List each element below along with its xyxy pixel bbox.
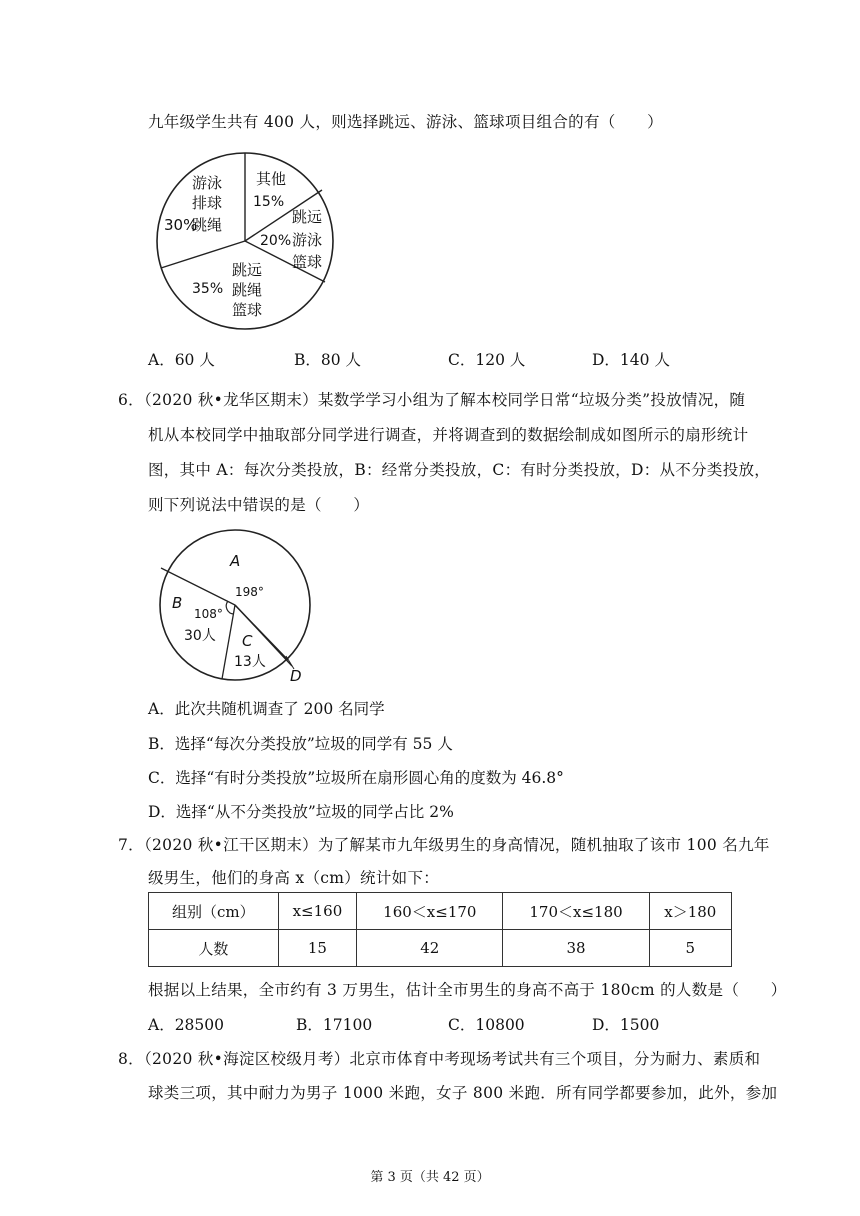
q7-option-a[interactable]: A．28500: [148, 1016, 225, 1034]
q5-slice4-line2: 跳绳: [232, 281, 263, 299]
q7-stem-line-2: 级男生，他们的身高 x（cm）统计如下：: [148, 869, 440, 887]
q7-question: 根据以上结果，全市约有 3 万男生，估计全市男生的身高不高于 180cm 的人数是（ ）: [148, 981, 787, 999]
q6-count-b: 30人: [184, 628, 216, 644]
q5-slice1-line3: 跳绳: [192, 216, 223, 234]
table-cell: 15: [278, 930, 357, 967]
q5-slice2-line1: 其他: [256, 170, 287, 188]
q6-count-c: 13人: [234, 654, 266, 670]
q5-slice4-line3: 篮球: [232, 301, 263, 319]
q7-option-c[interactable]: C．10800: [448, 1016, 525, 1034]
q5-slice4-pct: 35%: [192, 281, 224, 297]
q5-stem: 九年级学生共有 400 人，则选择跳远、游泳、篮球项目组合的有（ ）: [148, 113, 663, 131]
q6-pie-chart: [150, 528, 330, 686]
q6-label-d: D: [290, 667, 302, 685]
q5-slice3-line3: 篮球: [292, 253, 323, 271]
q5-option-a[interactable]: A．60 人: [148, 351, 215, 369]
q6-label-c: C: [242, 632, 253, 650]
table-header-cell: x＞180: [649, 893, 731, 930]
table-header-cell: 160＜x≤170: [357, 893, 503, 930]
q7-option-b[interactable]: B．17100: [296, 1016, 373, 1034]
q8-stem-line-2: 球类三项，其中耐力为男子 1000 米跑，女子 800 米跑．所有同学都要参加，此外，参加: [148, 1084, 778, 1102]
q6-option-a[interactable]: A．此次共随机调查了 200 名同学: [148, 700, 385, 718]
q5-slice3-line2: 游泳: [292, 231, 323, 249]
q6-label-b: B: [172, 594, 183, 612]
table-header-cell: 170＜x≤180: [503, 893, 649, 930]
q5-option-c[interactable]: C．120 人: [448, 351, 526, 369]
q6-option-d[interactable]: D．选择“从不分类投放”垃圾的同学占比 2%: [148, 803, 454, 821]
q5-slice1-line1: 游泳: [192, 174, 223, 192]
q8-stem-line-1: 8．（2020 秋•海淀区校级月考）北京市体育中考现场考试共有三个项目，分为耐力、素质和: [118, 1050, 761, 1068]
page-footer: 第 3 页（共 42 页）: [370, 1170, 490, 1185]
q5-pie-chart: [150, 148, 350, 334]
q6-angle-a: 198°: [235, 585, 264, 599]
q6-option-c[interactable]: C．选择“有时分类投放”垃圾所在扇形圆心角的度数为 46.8°: [148, 769, 564, 787]
q5-slice1-line2: 排球: [192, 194, 223, 212]
table-cell: 5: [649, 930, 731, 967]
table-cell: 38: [503, 930, 649, 967]
table-row: [149, 930, 732, 967]
q7-stem-line-1: 7．（2020 秋•江干区期末）为了解某市九年级男生的身高情况，随机抽取了该市 100 名九年: [118, 836, 770, 854]
q7-option-d[interactable]: D．1500: [592, 1016, 660, 1034]
table-header-cell: x≤160: [278, 893, 357, 930]
table-header-row: [149, 893, 732, 930]
q5-slice4-line1: 跳远: [232, 261, 263, 279]
q6-option-b[interactable]: B．选择“每次分类投放”垃圾的同学有 55 人: [148, 735, 453, 753]
q5-option-d[interactable]: D．140 人: [592, 351, 670, 369]
q6-stem-line-4: 则下列说法中错误的是（ ）: [148, 496, 370, 514]
q5-option-b[interactable]: B．80 人: [294, 351, 362, 369]
table-cell: 42: [357, 930, 503, 967]
table-header-cell: 组别（cm）: [149, 893, 279, 930]
q5-slice2-pct: 15%: [253, 194, 285, 210]
q6-stem-line-2: 机从本校同学中抽取部分同学进行调查，并将调查到的数据绘制成如图所示的扇形统计: [148, 426, 749, 444]
q6-stem-line-3: 图，其中 A：每次分类投放，B：经常分类投放，C：有时分类投放，D：从不分类投放，: [148, 461, 771, 479]
q6-label-a: A: [230, 552, 241, 570]
q6-stem-line-1: 6．（2020 秋•龙华区期末）某数学学习小组为了解本校同学日常“垃圾分类”投放情况，随: [118, 391, 746, 409]
q5-slice3-pct: 20%: [260, 233, 292, 249]
q7-height-table: [148, 892, 732, 967]
table-cell: 人数: [149, 930, 279, 967]
q5-slice1-pct: 30%: [164, 216, 198, 234]
q6-angle-b: 108°: [194, 607, 223, 621]
q5-slice3-line1: 跳远: [292, 208, 323, 226]
